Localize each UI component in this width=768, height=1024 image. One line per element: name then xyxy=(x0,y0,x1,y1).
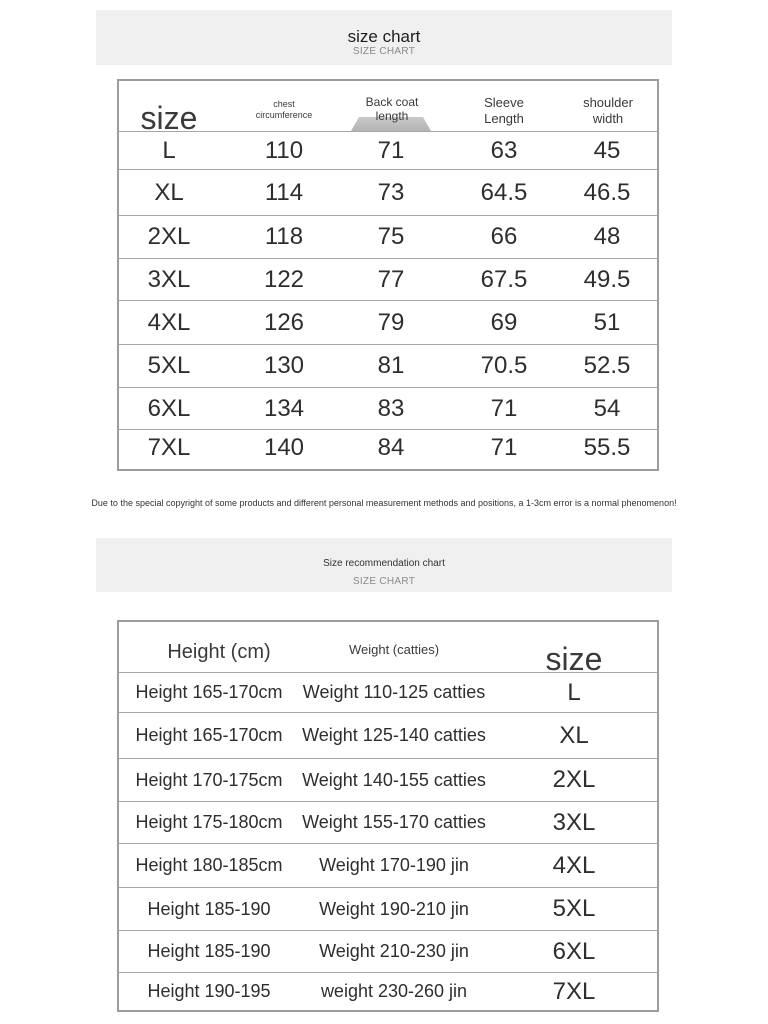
cell-size: 6XL xyxy=(552,937,596,965)
cell-size: 3XL xyxy=(552,808,596,836)
header-size: size xyxy=(140,100,198,136)
header-back-length: Back coat length xyxy=(365,95,419,124)
cell-weight: Weight 210-230 jin xyxy=(319,941,469,961)
table-row xyxy=(119,758,657,801)
cell-shoulder: 46.5 xyxy=(583,178,631,206)
cell-weight: Weight 190-210 jin xyxy=(319,898,469,919)
cell-sleeve: 70.5 xyxy=(480,352,528,379)
cell-size: 2XL xyxy=(147,223,191,250)
table-row xyxy=(119,169,657,215)
cell-shoulder: 55.5 xyxy=(583,433,631,461)
recommendation-table xyxy=(117,620,659,1012)
cell-height: Height 190-195 xyxy=(147,981,271,1001)
cell-shoulder: 54 xyxy=(593,394,621,422)
cell-back: 83 xyxy=(377,394,405,422)
cell-back: 77 xyxy=(377,265,405,293)
cell-back: 79 xyxy=(377,308,405,336)
header-height: Height (cm) xyxy=(167,641,271,663)
cell-size: 5XL xyxy=(147,352,191,379)
table-row xyxy=(119,712,657,758)
header-chest: chest circumference xyxy=(255,99,313,120)
cell-chest: 110 xyxy=(264,136,304,164)
cell-height: Height 170-175cm xyxy=(135,769,283,790)
cell-chest: 122 xyxy=(263,265,305,293)
table-row xyxy=(119,887,657,930)
cell-shoulder: 52.5 xyxy=(583,352,631,379)
header-size: size xyxy=(545,641,603,677)
recommendation-header xyxy=(119,622,657,677)
cell-size: L xyxy=(162,136,176,164)
table-row xyxy=(119,672,657,712)
size-chart-banner xyxy=(96,10,672,65)
cell-sleeve: 71 xyxy=(490,433,518,461)
cell-weight: Weight 170-190 jin xyxy=(319,855,469,875)
cell-size: 6XL xyxy=(147,394,191,422)
cell-back: 71 xyxy=(377,136,405,164)
table-row xyxy=(119,801,657,843)
cell-size: L xyxy=(567,678,581,706)
table-row xyxy=(119,300,657,344)
cell-size: XL xyxy=(154,178,184,206)
cell-size: XL xyxy=(559,721,589,749)
cell-chest: 114 xyxy=(264,178,304,206)
cell-size: 2XL xyxy=(552,766,596,793)
cell-sleeve: 63 xyxy=(490,136,518,164)
cell-chest: 130 xyxy=(263,352,305,379)
recommendation-body xyxy=(119,672,657,1010)
recommendation-subtitle: SIZE CHART xyxy=(352,576,416,587)
cell-height: Height 185-190 xyxy=(147,898,271,919)
cell-chest: 134 xyxy=(263,394,305,422)
cell-chest: 126 xyxy=(263,308,305,336)
cell-size: 7XL xyxy=(147,433,191,461)
size-chart-table xyxy=(117,79,659,471)
cell-shoulder: 49.5 xyxy=(583,265,631,293)
size-chart-title: size chart xyxy=(347,27,421,46)
table-row xyxy=(119,387,657,429)
cell-chest: 118 xyxy=(264,223,304,250)
cell-height: Height 180-185cm xyxy=(135,855,283,875)
cell-weight: Weight 155-170 catties xyxy=(302,812,486,832)
cell-weight: Weight 125-140 catties xyxy=(302,725,486,745)
table-row xyxy=(119,429,657,465)
cell-weight: Weight 110-125 catties xyxy=(302,682,486,702)
header-shoulder-width: shoulder width xyxy=(583,95,633,126)
table-row xyxy=(119,131,657,169)
table-row xyxy=(119,972,657,1010)
cell-sleeve: 71 xyxy=(490,394,518,422)
cell-sleeve: 67.5 xyxy=(480,265,528,293)
cell-back: 75 xyxy=(377,223,405,250)
cell-height: Height 175-180cm xyxy=(135,812,283,832)
cell-back: 84 xyxy=(377,433,405,461)
cell-height: Height 165-170cm xyxy=(135,725,283,745)
cell-sleeve: 69 xyxy=(490,308,518,336)
header-weight: Weight (catties) xyxy=(348,642,440,657)
table-row xyxy=(119,258,657,300)
cell-sleeve: 66 xyxy=(490,223,518,250)
cell-sleeve: 64.5 xyxy=(480,178,528,206)
size-chart-header xyxy=(119,81,657,136)
recommendation-title: Size recommendation chart xyxy=(323,558,445,569)
table-row xyxy=(119,344,657,387)
cell-shoulder: 45 xyxy=(593,136,621,164)
size-chart-body xyxy=(119,131,657,465)
cell-shoulder: 48 xyxy=(593,223,621,250)
table-row xyxy=(119,215,657,258)
cell-size: 7XL xyxy=(552,977,596,1005)
cell-size: 4XL xyxy=(552,851,596,879)
cell-back: 81 xyxy=(377,352,405,379)
cell-height: Height 185-190 xyxy=(147,941,271,961)
measurement-note: Due to the special copyright of some products and different personal measurement methods and positions, a 1-3cm error is a normal phenomenon! xyxy=(91,498,677,508)
cell-weight: Weight 140-155 catties xyxy=(302,769,486,790)
size-chart-subtitle: SIZE CHART xyxy=(352,46,416,57)
table-row xyxy=(119,843,657,887)
cell-chest: 140 xyxy=(263,433,305,461)
cell-size: 4XL xyxy=(147,308,191,336)
cell-size: 3XL xyxy=(147,265,191,293)
cell-shoulder: 51 xyxy=(593,308,621,336)
cell-size: 5XL xyxy=(552,895,596,922)
header-sleeve-length: Sleeve Length xyxy=(484,95,524,126)
cell-back: 73 xyxy=(377,178,405,206)
table-row xyxy=(119,930,657,972)
cell-weight: weight 230-260 jin xyxy=(320,981,468,1001)
recommendation-banner xyxy=(96,538,672,592)
cell-height: Height 165-170cm xyxy=(135,682,283,702)
